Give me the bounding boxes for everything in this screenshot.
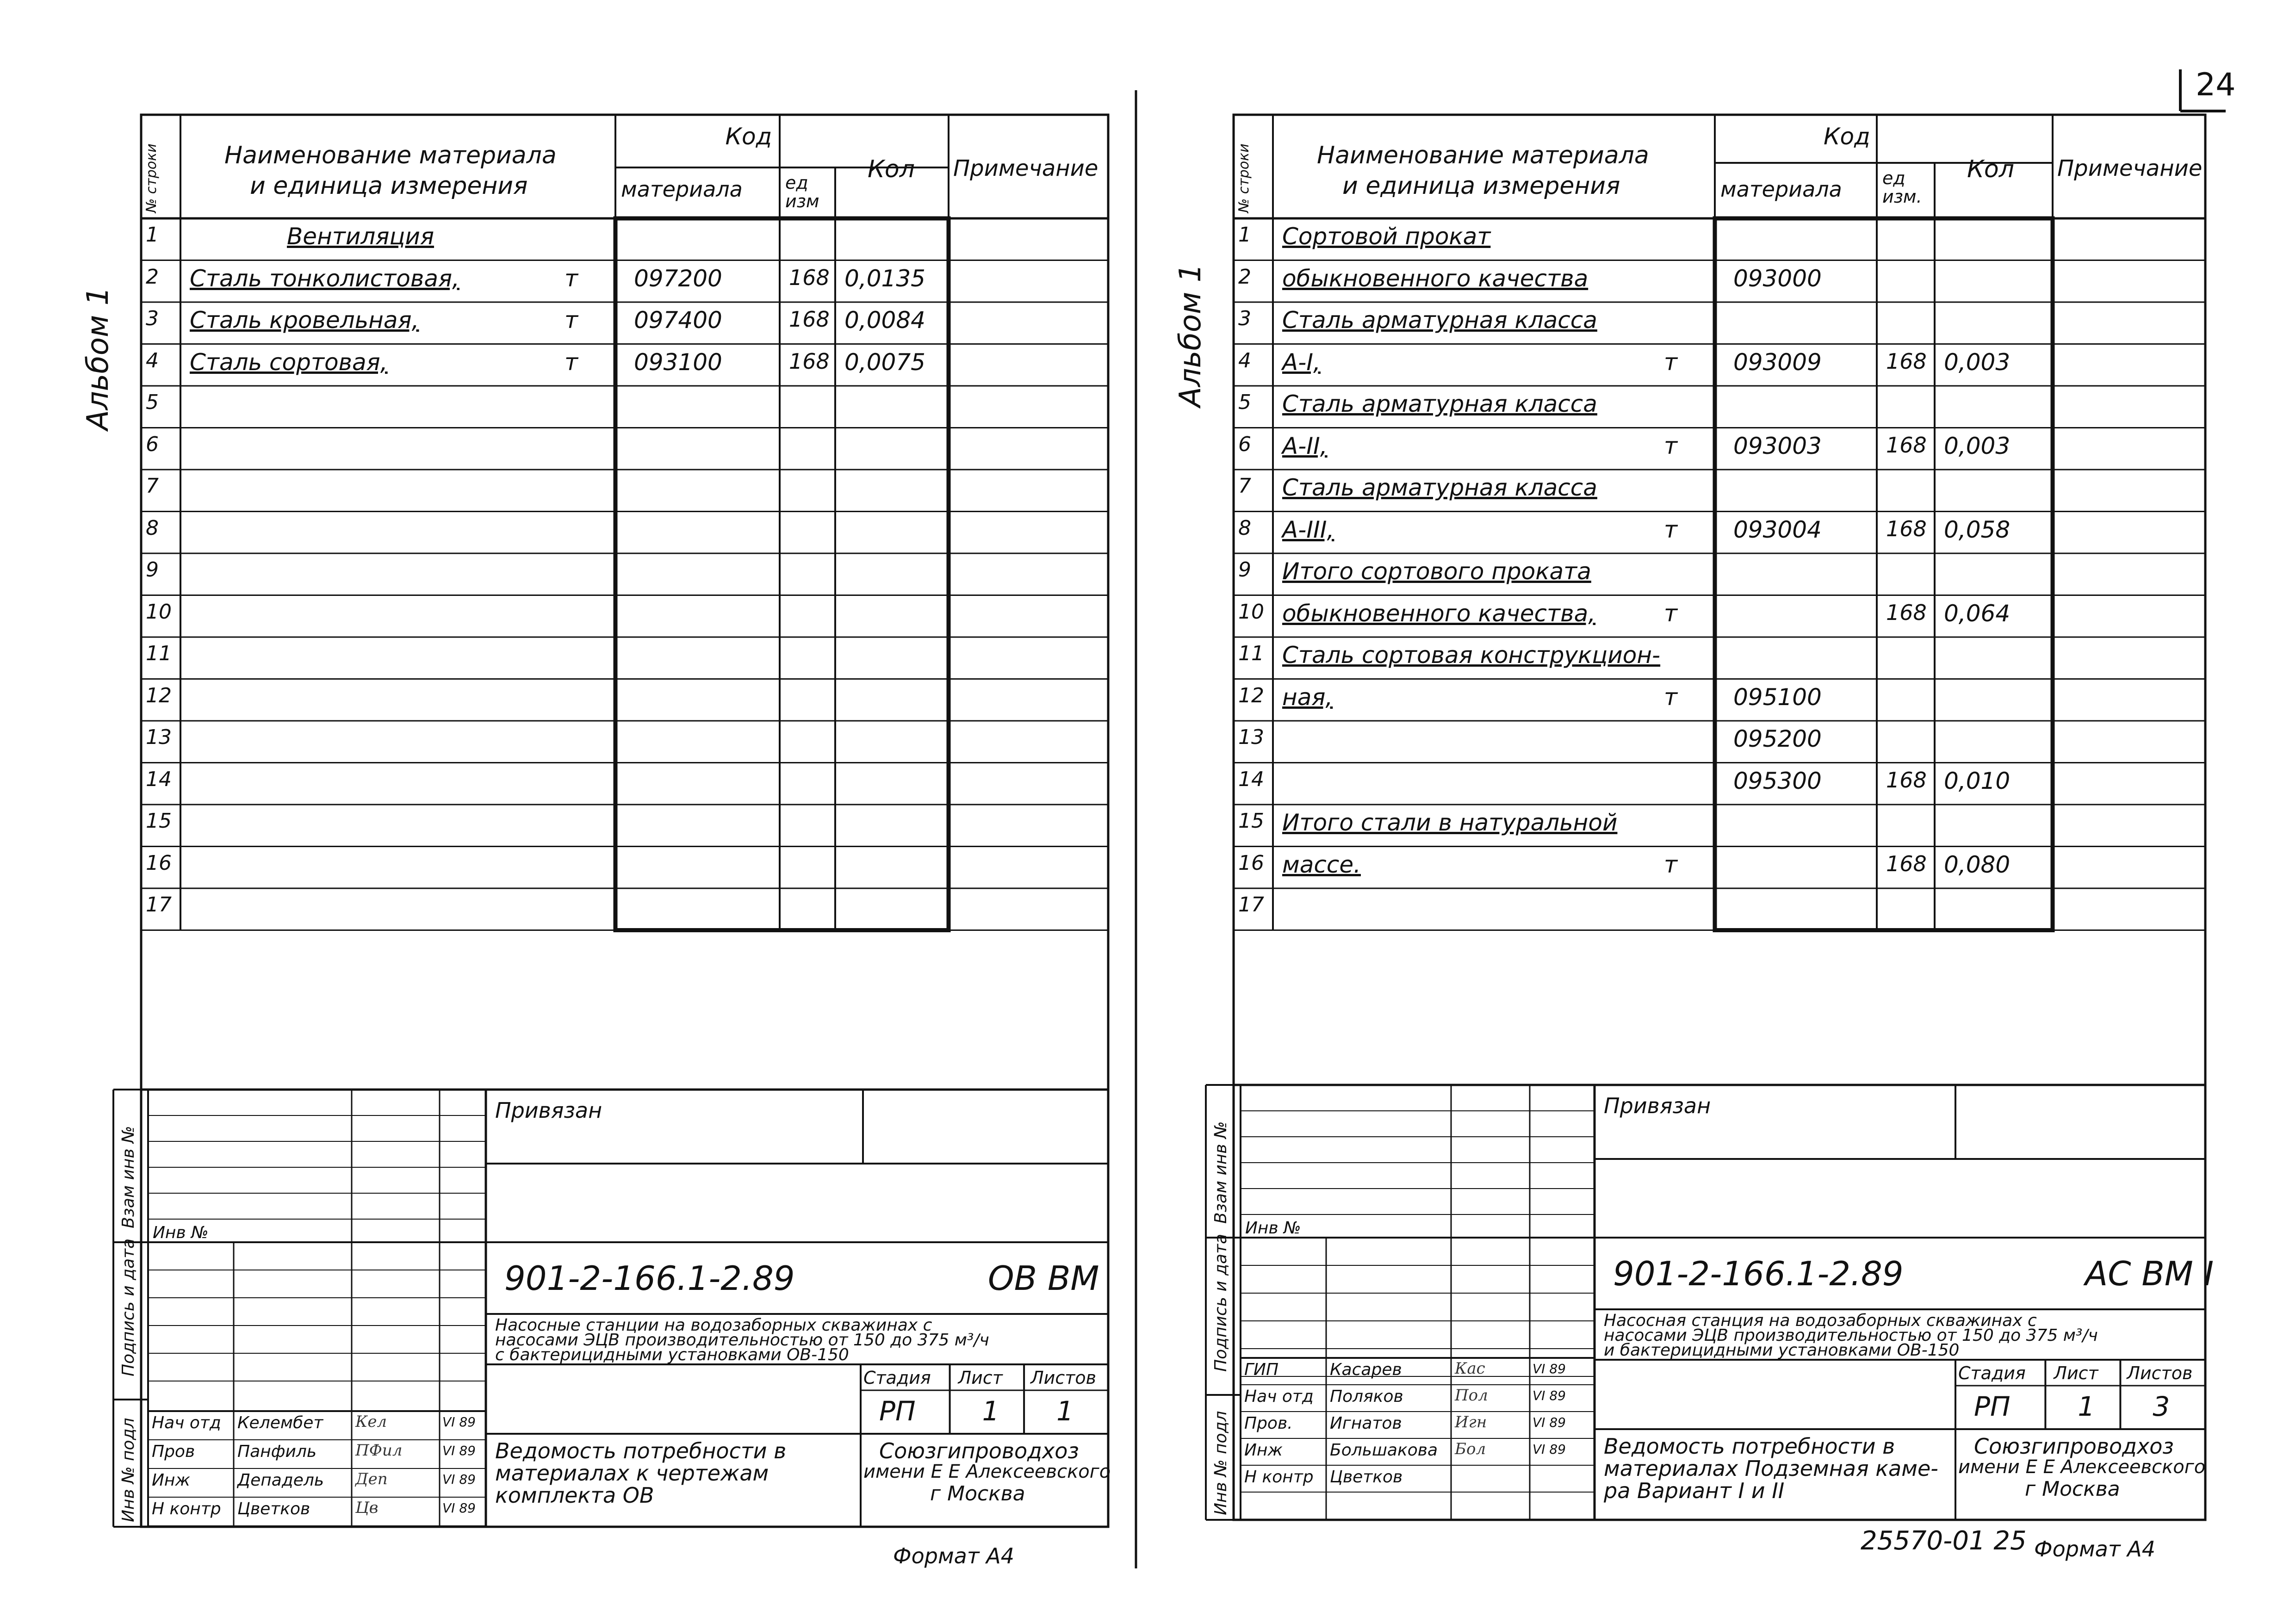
left-row-no-11: 11 bbox=[146, 642, 172, 665]
right-margin-label-1: Подпись и дата bbox=[1211, 1233, 1230, 1372]
right-row-ed-10: 168 bbox=[1886, 600, 1927, 625]
right-signer-role-4: Н контр bbox=[1244, 1468, 1314, 1487]
right-row-code-8: 093004 bbox=[1733, 516, 1822, 543]
right-header-note: Примечание bbox=[2057, 155, 2203, 181]
left-signer-date-0: VI 89 bbox=[442, 1414, 476, 1430]
left-signature-0: Кел bbox=[355, 1412, 387, 1431]
left-header-code-material: материала bbox=[621, 177, 743, 202]
right-album-label: Альбом 1 bbox=[1173, 263, 1208, 407]
left-signature-3: Цв bbox=[355, 1499, 379, 1517]
right-signer-role-2: Пров. bbox=[1244, 1414, 1293, 1433]
right-row-qty-10: 0,064 bbox=[1944, 600, 2011, 627]
left-row-unit-3: т bbox=[565, 307, 578, 334]
right-sheets: 3 bbox=[2153, 1391, 2170, 1422]
left-signer-role-1: Пров bbox=[152, 1442, 195, 1461]
right-row-name-10: обыкновенного качества, bbox=[1282, 600, 1596, 627]
left-header-code: Код bbox=[725, 123, 772, 150]
right-doc-title-3: ра Вариант I и II bbox=[1604, 1478, 1785, 1503]
right-row-no-10: 10 bbox=[1238, 600, 1264, 624]
left-row-no-13: 13 bbox=[146, 725, 172, 749]
left-row-ed-3: 168 bbox=[789, 307, 830, 332]
right-signer-name-1: Поляков bbox=[1330, 1387, 1403, 1406]
right-signer-date-1: VI 89 bbox=[1533, 1388, 1566, 1403]
right-row-no-11: 11 bbox=[1238, 642, 1264, 665]
left-row-code-2: 097200 bbox=[634, 265, 722, 292]
left-signer-role-0: Нач отд bbox=[152, 1413, 221, 1432]
right-row-qty-8: 0,058 bbox=[1944, 516, 2011, 543]
right-row-qty-14: 0,010 bbox=[1944, 767, 2011, 794]
left-doc-title-2: материалах к чертежам bbox=[495, 1461, 769, 1486]
left-row-no-16: 16 bbox=[146, 851, 172, 875]
right-row-ed-16: 168 bbox=[1886, 851, 1927, 876]
right-signature-2: Игн bbox=[1455, 1413, 1487, 1431]
right-row-no-12: 12 bbox=[1238, 683, 1264, 707]
left-row-no-4: 4 bbox=[146, 348, 159, 372]
right-doc-title-1: Ведомость потребности в bbox=[1604, 1434, 1895, 1459]
left-margin-label-0: Взам инв № bbox=[119, 1126, 138, 1228]
left-margin-label-1: Подпись и дата bbox=[119, 1238, 138, 1376]
right-sheet: 1 bbox=[2078, 1391, 2095, 1422]
right-signature-3: Бол bbox=[1455, 1440, 1486, 1458]
right-header-qty: Кол bbox=[1967, 155, 2014, 183]
right-org-3: г Москва bbox=[2025, 1477, 2120, 1501]
left-row-no-14: 14 bbox=[146, 767, 172, 791]
right-row-name-7: Сталь арматурная класса bbox=[1282, 474, 1597, 501]
right-row-no-3: 3 bbox=[1238, 307, 1251, 330]
right-header-code: Код bbox=[1824, 123, 1870, 150]
left-album-label: Альбом 1 bbox=[81, 286, 115, 430]
left-privyazan: Привязан bbox=[495, 1098, 602, 1123]
left-row-name-2: Сталь тонколистовая, bbox=[190, 265, 459, 292]
right-row-name-3: Сталь арматурная класса bbox=[1282, 307, 1597, 334]
left-row-qty-3: 0,0084 bbox=[844, 307, 925, 334]
left-org-3: г Москва bbox=[930, 1482, 1025, 1505]
left-stage-label: Стадия bbox=[863, 1368, 931, 1388]
right-row-code-13: 095200 bbox=[1733, 725, 1822, 752]
left-row-ed-4: 168 bbox=[789, 348, 830, 374]
right-sheet-label: Лист bbox=[2054, 1363, 2098, 1383]
right-project-line1: Насосная станция на водозаборных скважинах с bbox=[1604, 1311, 2037, 1330]
right-row-name-15: Итого стали в натуральной bbox=[1282, 809, 1618, 836]
right-signer-role-3: Инж bbox=[1244, 1441, 1283, 1460]
right-signer-date-2: VI 89 bbox=[1533, 1415, 1566, 1430]
left-doc-title-3: комплекта ОВ bbox=[495, 1483, 654, 1508]
right-signer-name-0: Касарев bbox=[1330, 1360, 1402, 1379]
left-row-no-3: 3 bbox=[146, 307, 159, 330]
right-row-name-9: Итого сортового проката bbox=[1282, 558, 1591, 585]
right-row-ed-8: 168 bbox=[1886, 516, 1927, 541]
left-signer-name-2: Депадель bbox=[237, 1471, 324, 1490]
right-row-unit-6: т bbox=[1664, 432, 1678, 459]
right-row-name-4: А-I, bbox=[1282, 348, 1321, 376]
left-designation: 901-2-166.1-2.89 bbox=[504, 1259, 795, 1298]
right-header-code-unit: ед изм. bbox=[1882, 168, 1922, 207]
right-row-no-7: 7 bbox=[1238, 474, 1251, 498]
left-signer-role-3: Н контр bbox=[152, 1499, 221, 1518]
right-row-unit-12: т bbox=[1664, 683, 1678, 711]
right-row-name-6: А-II, bbox=[1282, 432, 1328, 459]
left-project-line3: с бактерицидными установками ОВ-150 bbox=[495, 1345, 849, 1364]
left-sheets: 1 bbox=[1056, 1395, 1074, 1427]
right-signer-role-1: Нач отд bbox=[1244, 1387, 1314, 1406]
right-row-ed-6: 168 bbox=[1886, 432, 1927, 458]
right-row-ed-4: 168 bbox=[1886, 348, 1927, 374]
right-doc-title-2: материалах Подземная каме- bbox=[1604, 1456, 1938, 1481]
left-row-no-1: 1 bbox=[146, 223, 159, 247]
left-row-qty-2: 0,0135 bbox=[844, 265, 925, 292]
right-row-code-14: 095300 bbox=[1733, 767, 1822, 794]
left-row-code-3: 097400 bbox=[634, 307, 722, 334]
left-row-no-7: 7 bbox=[146, 474, 159, 498]
left-signature-1: ПФил bbox=[355, 1441, 403, 1460]
left-header-qty: Кол bbox=[868, 155, 915, 183]
left-row-name-3: Сталь кровельная, bbox=[190, 307, 419, 334]
left-format: Формат А4 bbox=[893, 1543, 1014, 1568]
right-header-name-2: и единица измерения bbox=[1342, 172, 1620, 200]
left-header-code-unit: ед изм bbox=[785, 173, 819, 211]
right-stage: РП bbox=[1974, 1391, 2011, 1422]
right-format: Формат А4 bbox=[2034, 1536, 2155, 1561]
left-signer-name-0: Келембет bbox=[237, 1413, 323, 1432]
right-row-name-1: Сортовой прокат bbox=[1282, 223, 1491, 250]
right-row-no-13: 13 bbox=[1238, 725, 1264, 749]
left-header-name-2: и единица измерения bbox=[250, 172, 528, 200]
left-row-no-2: 2 bbox=[146, 265, 159, 289]
right-footer-number: 25570-01 25 bbox=[1861, 1526, 2027, 1556]
right-signature-1: Пол bbox=[1455, 1386, 1488, 1405]
right-margin-label-2: Инв № подл bbox=[1211, 1411, 1230, 1515]
right-row-name-2: обыкновенного качества bbox=[1282, 265, 1589, 292]
left-signer-date-2: VI 89 bbox=[442, 1472, 476, 1487]
left-project-line2: насосами ЭЦВ производительностью от 150 до 375 м³/ч bbox=[495, 1331, 989, 1350]
right-row-name-5: Сталь арматурная класса bbox=[1282, 390, 1597, 417]
right-org-1: Союзгипроводхоз bbox=[1974, 1434, 2174, 1459]
right-header-code-material: материала bbox=[1720, 177, 1842, 202]
right-row-unit-4: т bbox=[1664, 348, 1678, 376]
right-signer-name-4: Цветков bbox=[1330, 1468, 1403, 1487]
right-project-line2: насосами ЭЦВ производительностью от 150 до 375 м³/ч bbox=[1604, 1326, 2098, 1345]
right-row-code-2: 093000 bbox=[1733, 265, 1822, 292]
left-row-no-8: 8 bbox=[146, 516, 159, 540]
left-row-no-15: 15 bbox=[146, 809, 172, 833]
right-sheets-label: Листов bbox=[2127, 1363, 2193, 1383]
right-row-no-6: 6 bbox=[1238, 432, 1251, 456]
left-margin-label-2: Инв № подл bbox=[119, 1418, 138, 1522]
right-inv-label: Инв № bbox=[1245, 1219, 1301, 1238]
right-row-no-2: 2 bbox=[1238, 265, 1251, 289]
right-row-no-14: 14 bbox=[1238, 767, 1264, 791]
left-row-unit-2: т bbox=[565, 265, 578, 292]
left-row-no-10: 10 bbox=[146, 600, 172, 624]
left-project-line1: Насосные станции на водозаборных скважинах с bbox=[495, 1316, 932, 1335]
left-row-name-1: Вентиляция bbox=[287, 223, 434, 250]
right-signer-date-3: VI 89 bbox=[1533, 1442, 1566, 1457]
right-row-no-15: 15 bbox=[1238, 809, 1264, 833]
left-org-2: имени Е Е Алексеевского bbox=[863, 1461, 1111, 1482]
right-row-no-8: 8 bbox=[1238, 516, 1251, 540]
left-signer-role-2: Инж bbox=[152, 1471, 190, 1490]
right-stage-label: Стадия bbox=[1958, 1363, 2026, 1383]
right-project-line3: и бактерицидными установками ОВ-150 bbox=[1604, 1341, 1960, 1360]
left-row-ed-2: 168 bbox=[789, 265, 830, 290]
left-inv-label: Инв № bbox=[153, 1223, 209, 1242]
right-row-no-4: 4 bbox=[1238, 348, 1251, 372]
right-row-name-11: Сталь сортовая конструкцион- bbox=[1282, 642, 1661, 669]
right-row-unit-8: т bbox=[1664, 516, 1678, 543]
left-org-1: Союзгипроводхоз bbox=[879, 1438, 1079, 1463]
left-header-row-no: № строки bbox=[143, 143, 160, 213]
left-signer-name-1: Панфиль bbox=[237, 1442, 317, 1461]
right-row-no-9: 9 bbox=[1238, 558, 1251, 582]
right-row-name-8: А-III, bbox=[1282, 516, 1334, 543]
right-signer-name-3: Большакова bbox=[1330, 1441, 1438, 1460]
left-signer-date-1: VI 89 bbox=[442, 1443, 476, 1458]
right-row-name-16: массе. bbox=[1282, 851, 1361, 878]
right-row-qty-4: 0,003 bbox=[1944, 348, 2011, 376]
left-signer-date-3: VI 89 bbox=[442, 1500, 476, 1516]
right-row-ed-14: 168 bbox=[1886, 767, 1927, 793]
left-sheet-label: Лист bbox=[958, 1368, 1003, 1388]
right-org-2: имени Е Е Алексеевского bbox=[1958, 1456, 2206, 1478]
right-row-code-12: 095100 bbox=[1733, 683, 1822, 711]
right-row-code-4: 093009 bbox=[1733, 348, 1822, 376]
left-row-unit-4: т bbox=[565, 348, 578, 376]
right-signer-date-0: VI 89 bbox=[1533, 1361, 1566, 1376]
right-row-qty-6: 0,003 bbox=[1944, 432, 2011, 459]
right-signature-0: Кас bbox=[1455, 1359, 1485, 1378]
right-row-unit-10: т bbox=[1664, 600, 1678, 627]
left-header-note: Примечание bbox=[953, 155, 1098, 181]
right-header-row-no: № строки bbox=[1236, 143, 1252, 213]
right-signer-name-2: Игнатов bbox=[1330, 1414, 1402, 1433]
right-designation: 901-2-166.1-2.89 bbox=[1613, 1254, 1904, 1293]
right-row-no-5: 5 bbox=[1238, 390, 1251, 414]
left-sheet: 1 bbox=[982, 1395, 999, 1427]
right-mark: АС ВМ I bbox=[2085, 1254, 2214, 1293]
page-number: 24 bbox=[2196, 67, 2236, 103]
left-sheets-label: Листов bbox=[1030, 1368, 1097, 1388]
left-mark: ОВ ВМ bbox=[988, 1259, 1099, 1298]
right-row-unit-16: т bbox=[1664, 851, 1678, 878]
sheet-right bbox=[1148, 0, 2296, 1623]
right-signer-role-0: ГИП bbox=[1244, 1360, 1279, 1379]
left-row-no-12: 12 bbox=[146, 683, 172, 707]
left-doc-title-1: Ведомость потребности в bbox=[495, 1438, 787, 1463]
right-row-code-6: 093003 bbox=[1733, 432, 1822, 459]
left-signature-2: Деп bbox=[355, 1470, 388, 1488]
right-privyazan: Привязан bbox=[1604, 1093, 1711, 1118]
left-row-no-17: 17 bbox=[146, 893, 172, 917]
left-row-no-9: 9 bbox=[146, 558, 159, 582]
left-row-no-6: 6 bbox=[146, 432, 159, 456]
left-row-qty-4: 0,0075 bbox=[844, 348, 925, 376]
left-row-code-4: 093100 bbox=[634, 348, 722, 376]
left-header-name-1: Наименование материала bbox=[224, 142, 557, 169]
right-row-no-16: 16 bbox=[1238, 851, 1264, 875]
left-row-no-5: 5 bbox=[146, 390, 159, 414]
right-row-no-1: 1 bbox=[1238, 223, 1251, 247]
left-stage: РП bbox=[879, 1395, 916, 1427]
left-row-name-4: Сталь сортовая, bbox=[190, 348, 388, 376]
left-signer-name-3: Цветков bbox=[237, 1499, 310, 1518]
right-row-no-17: 17 bbox=[1238, 893, 1264, 917]
right-margin-label-0: Взам инв № bbox=[1211, 1121, 1230, 1224]
right-header-name-1: Наименование материала bbox=[1317, 142, 1649, 169]
right-row-name-12: ная, bbox=[1282, 683, 1333, 711]
right-row-qty-16: 0,080 bbox=[1944, 851, 2011, 878]
